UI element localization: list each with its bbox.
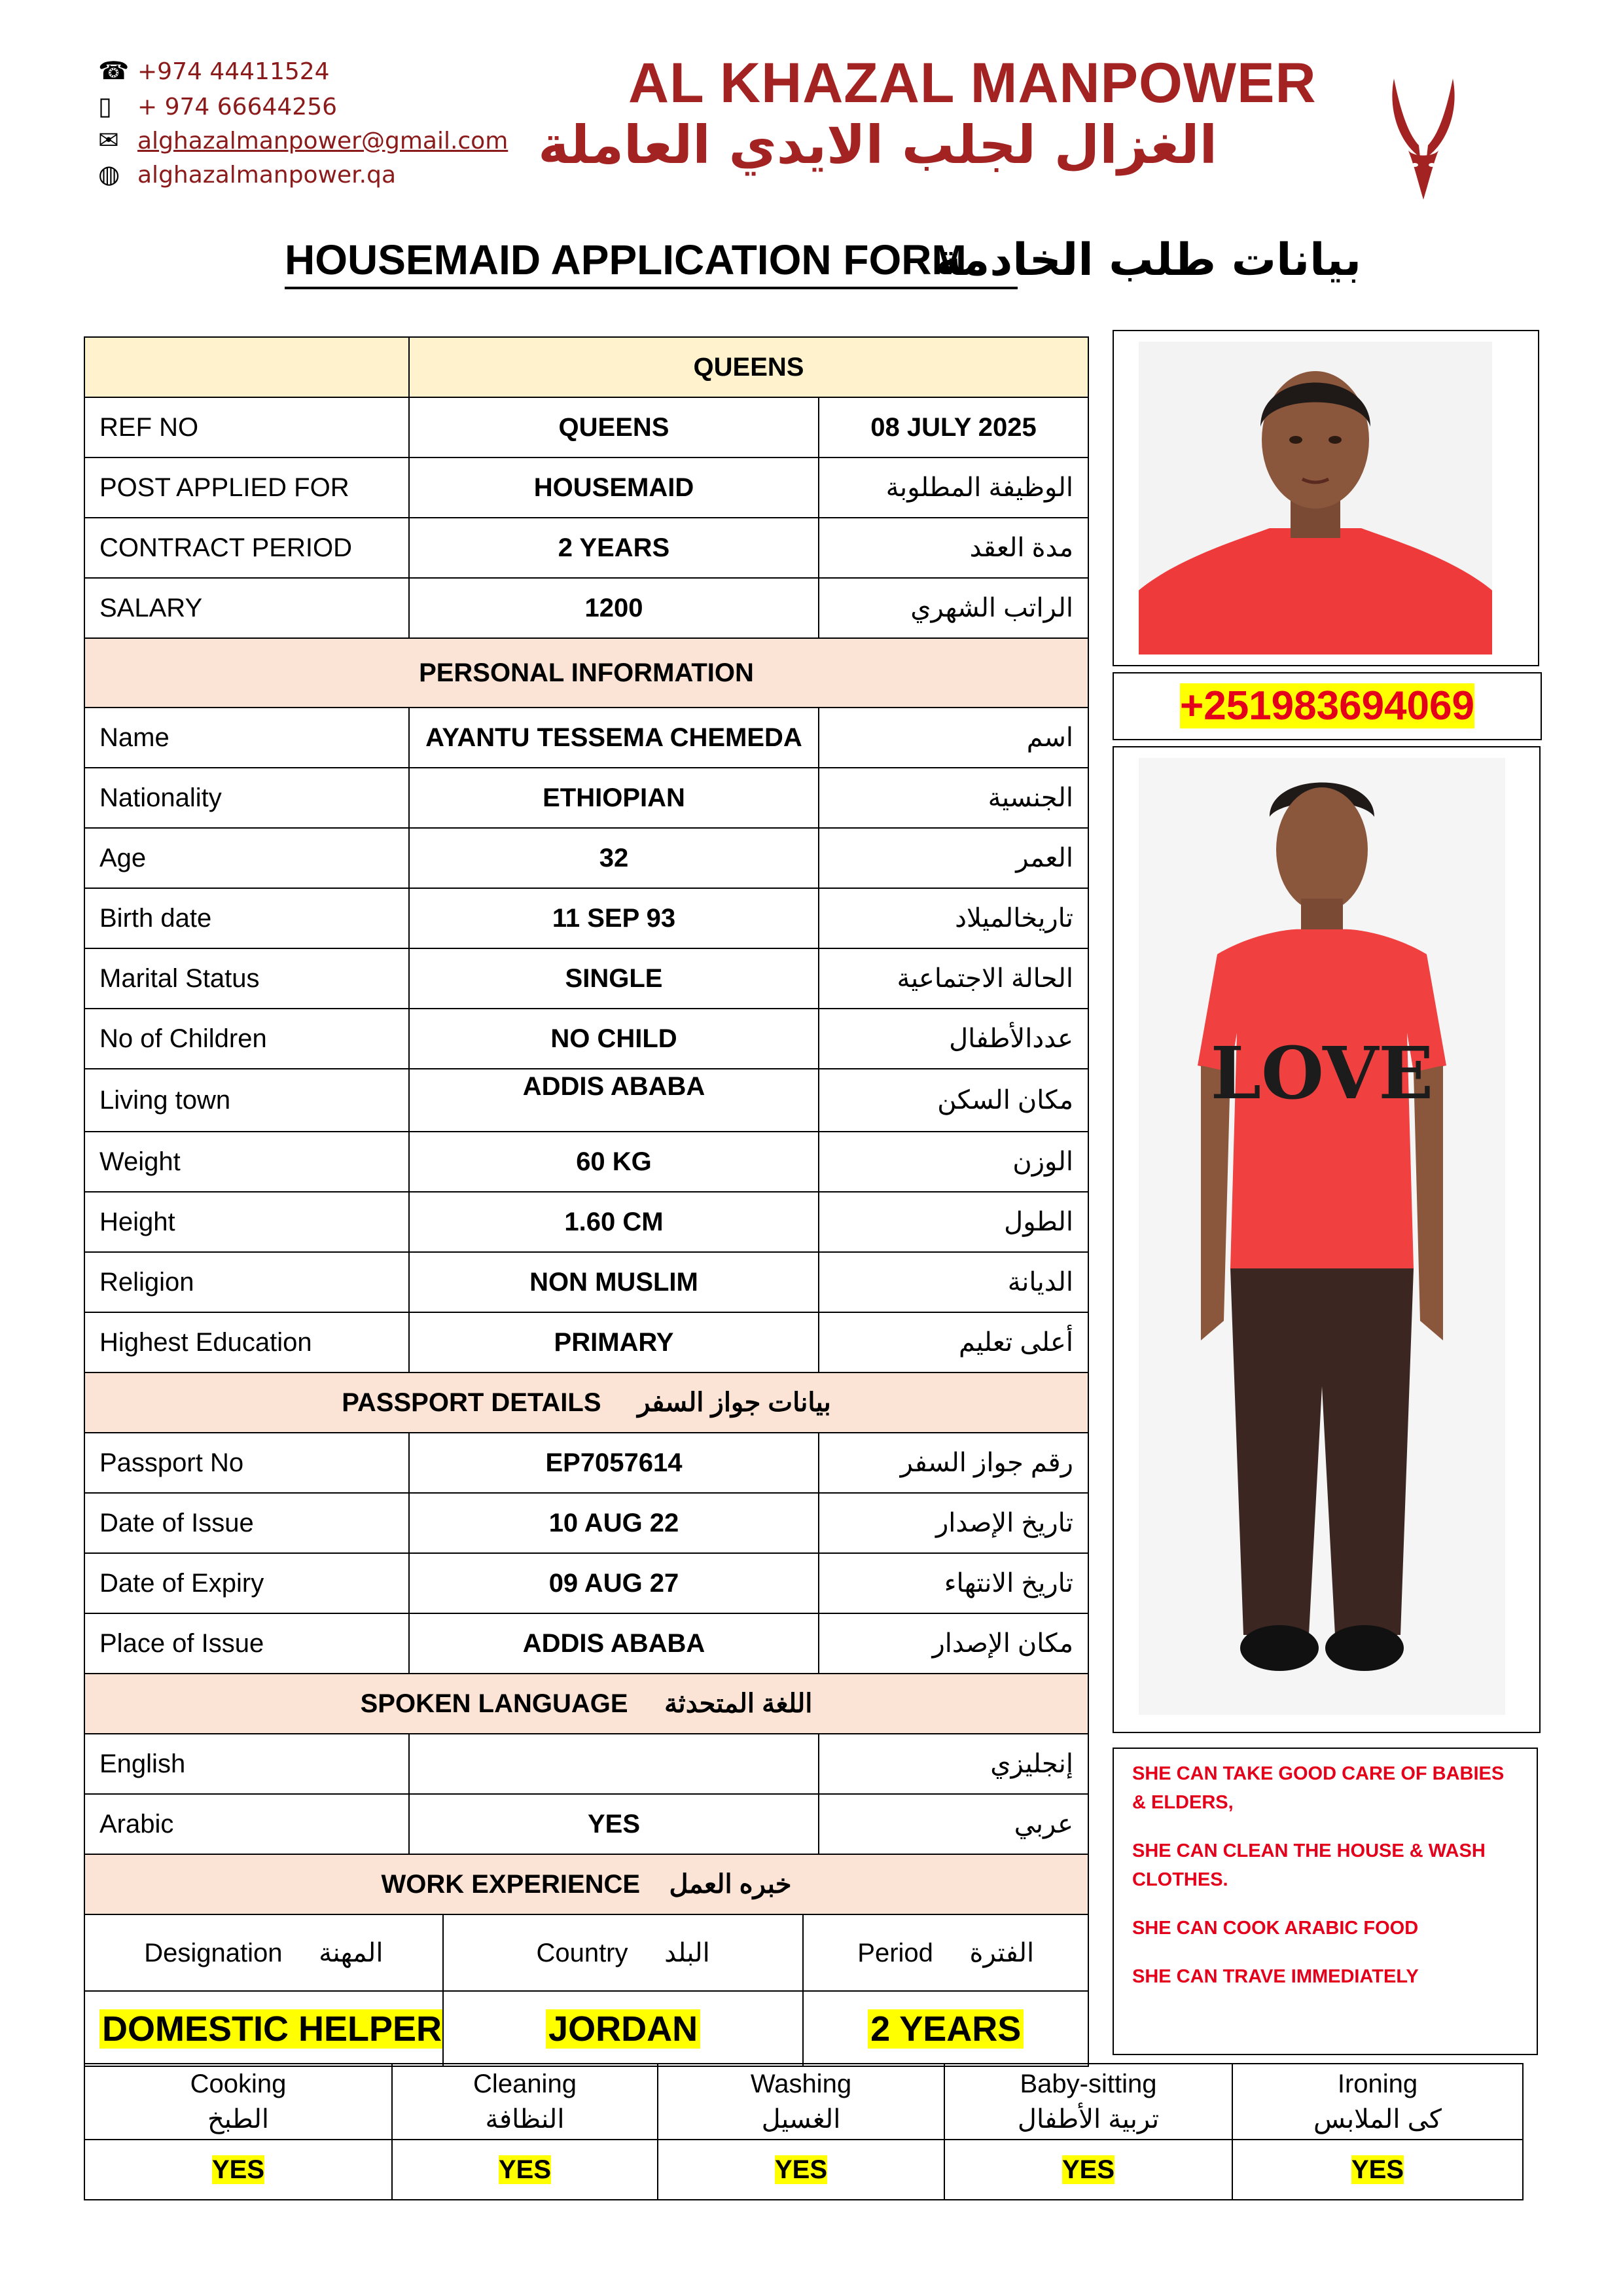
skill-name: Ironing	[1337, 2070, 1418, 2098]
skill-name-ar: النظافة	[485, 2105, 565, 2134]
field-value: 2 YEARS	[409, 518, 819, 578]
skill-header	[84, 2064, 392, 2140]
field-value: NON MUSLIM	[409, 1252, 819, 1312]
col-country: Country	[536, 1938, 628, 1967]
full-photo-frame	[1113, 746, 1541, 1733]
form-title-en: HOUSEMAID APPLICATION FORM	[285, 236, 967, 283]
col-country-ar: البلد	[664, 1938, 710, 1967]
field-label: Marital Status	[84, 948, 409, 1009]
col-period: Period	[857, 1938, 933, 1967]
gazelle-logo-icon	[1374, 72, 1472, 203]
skill-name: Cleaning	[473, 2070, 577, 2098]
table-row	[84, 1553, 1088, 1613]
field-value: 1200	[409, 578, 819, 638]
skills-table	[84, 2063, 1524, 2200]
field-label-ar: عربي	[819, 1794, 1088, 1854]
experience-designation: DOMESTIC HELPER	[99, 2009, 443, 2049]
table-row	[84, 1433, 1088, 1493]
skill-value: YES	[211, 2155, 265, 2184]
table-row	[84, 1192, 1088, 1252]
section-title: PERSONAL INFORMATION	[84, 638, 1088, 708]
field-value: ETHIOPIAN	[409, 768, 819, 828]
table-row	[84, 518, 1088, 578]
field-value	[409, 1734, 819, 1794]
application-table	[84, 336, 1089, 2067]
skill-header	[944, 2064, 1232, 2140]
website-link[interactable]: alghazalmanpower.qa	[137, 162, 397, 188]
envelope-icon: ✉	[98, 126, 119, 154]
experience-country: JORDAN	[546, 2009, 700, 2049]
skill-name: Washing	[750, 2070, 852, 2098]
company-name-en: AL KHAZAL MANPOWER	[628, 52, 1317, 115]
passport-photo	[1139, 342, 1492, 655]
field-label-ar: مكان الإصدار	[819, 1613, 1088, 1674]
note-item: SHE CAN TRAVE IMMEDIATELY	[1132, 1966, 1419, 1987]
field-value: ADDIS ABABA	[409, 1613, 819, 1674]
table-row	[84, 1252, 1088, 1312]
field-label: Passport No	[84, 1433, 409, 1493]
field-value: 60 KG	[409, 1132, 819, 1192]
field-label: SALARY	[84, 578, 409, 638]
field-value: PRIMARY	[409, 1312, 819, 1372]
phone-line-2: ▯ + 974 66644256	[98, 92, 337, 120]
table-row	[84, 1613, 1088, 1674]
field-label-ar: العمر	[819, 828, 1088, 888]
table-row	[84, 1009, 1088, 1069]
skill-name-ar: كى الملابس	[1313, 2105, 1442, 2134]
field-value: 09 AUG 27	[409, 1553, 819, 1613]
section-experience	[84, 1854, 1088, 1914]
field-value: 32	[409, 828, 819, 888]
field-label-ar: الجنسية	[819, 768, 1088, 828]
skill-value: YES	[1351, 2155, 1404, 2184]
company-name-ar: الغزال لجلب الايدي العاملة	[538, 115, 1217, 175]
field-label-ar: الحالة الاجتماعية	[819, 948, 1088, 1009]
field-value: 1.60 CM	[409, 1192, 819, 1252]
candidate-phone: +251983694069	[1180, 683, 1474, 728]
skill-value: YES	[774, 2155, 828, 2184]
field-label-ar: تاريخ الانتهاء	[819, 1553, 1088, 1613]
phone-line-1: ☎ +974 44411524	[98, 56, 330, 85]
field-label-ar: تاريخ الإصدار	[819, 1493, 1088, 1553]
table-row	[84, 1132, 1088, 1192]
note-item: SHE CAN COOK ARABIC FOOD	[1132, 1918, 1419, 1939]
field-label: Weight	[84, 1132, 409, 1192]
field-label-ar: رقم جواز السفر	[819, 1433, 1088, 1493]
skill-value: YES	[1061, 2155, 1115, 2184]
ref-value: QUEENS	[409, 397, 819, 457]
skill-name: Cooking	[190, 2070, 287, 2098]
field-label-ar: الوزن	[819, 1132, 1088, 1192]
form-title-ar: بيانات طلب الخادمة	[935, 234, 1361, 286]
section-passport	[84, 1372, 1088, 1433]
skill-header	[1232, 2064, 1523, 2140]
field-label: No of Children	[84, 1009, 409, 1069]
full-body-photo	[1139, 758, 1505, 1715]
email-line	[98, 126, 508, 154]
field-value: ADDIS ABABA	[409, 1069, 819, 1132]
field-label-ar: إنجليزي	[819, 1734, 1088, 1794]
field-value: 10 AUG 22	[409, 1493, 819, 1553]
field-label: English	[84, 1734, 409, 1794]
field-label-ar: الطول	[819, 1192, 1088, 1252]
field-value: SINGLE	[409, 948, 819, 1009]
section-language	[84, 1674, 1088, 1734]
field-label: Birth date	[84, 888, 409, 948]
passport-photo-frame	[1113, 330, 1539, 666]
table-row	[84, 768, 1088, 828]
table-row	[84, 708, 1088, 768]
skill-name-ar: تربية الأطفال	[1017, 2105, 1160, 2134]
field-label: Highest Education	[84, 1312, 409, 1372]
table-row	[84, 578, 1088, 638]
globe-icon: ◍	[98, 160, 120, 188]
field-label: Date of Expiry	[84, 1553, 409, 1613]
experience-header-row	[85, 1915, 1088, 1991]
section-title-ar: خبره العمل	[669, 1870, 792, 1899]
field-label-ar: تاريخالميلاد	[819, 888, 1088, 948]
field-label: POST APPLIED FOR	[84, 457, 409, 518]
title-underline	[285, 287, 1018, 289]
top-header-cell: QUEENS	[409, 337, 1088, 397]
website-line	[98, 160, 396, 188]
full-body-illustration	[1139, 758, 1505, 1715]
candidate-phone-box	[1113, 672, 1542, 740]
field-label: Name	[84, 708, 409, 768]
skills-notes-box	[1113, 1748, 1538, 2055]
skill-name: Baby-sitting	[1020, 2070, 1157, 2098]
top-header-row	[84, 337, 1088, 397]
field-label: Living town	[84, 1069, 409, 1132]
experience-row	[84, 1914, 1088, 2066]
field-label-ar: مكان السكن	[819, 1069, 1088, 1132]
skill-value: YES	[498, 2155, 552, 2184]
experience-data-row	[85, 1991, 1088, 2066]
table-row	[84, 888, 1088, 948]
col-designation-ar: المهنة	[319, 1938, 383, 1967]
field-label-ar: أعلى تعليم	[819, 1312, 1088, 1372]
ref-label: REF NO	[84, 397, 409, 457]
field-value: AYANTU TESSEMA CHEMEDA	[409, 708, 819, 768]
section-title-ar: اللغة المتحدثة	[664, 1689, 813, 1718]
section-title: PASSPORT DETAILS	[342, 1388, 601, 1417]
skill-name-ar: الغسيل	[761, 2105, 841, 2134]
field-value: 11 SEP 93	[409, 888, 819, 948]
experience-table	[85, 1915, 1088, 2066]
skill-header	[658, 2064, 944, 2140]
portrait-illustration	[1139, 342, 1492, 655]
section-title-ar: بيانات جواز السفر	[637, 1388, 831, 1417]
field-label: Arabic	[84, 1794, 409, 1854]
mobile-phone-icon: ▯	[98, 92, 112, 120]
field-value: YES	[409, 1794, 819, 1854]
form-date: 08 JULY 2025	[819, 397, 1088, 457]
table-row	[84, 1493, 1088, 1553]
table-row	[84, 457, 1088, 518]
field-label: Religion	[84, 1252, 409, 1312]
table-row	[84, 948, 1088, 1009]
col-designation: Designation	[144, 1938, 283, 1967]
table-row	[84, 828, 1088, 888]
section-title: WORK EXPERIENCE	[381, 1870, 641, 1899]
field-label-ar: الديانة	[819, 1252, 1088, 1312]
field-label: CONTRACT PERIOD	[84, 518, 409, 578]
table-row	[84, 1312, 1088, 1372]
field-label-ar: مدة العقد	[819, 518, 1088, 578]
field-value: EP7057614	[409, 1433, 819, 1493]
field-label-ar: الوظيفة المطلوبة	[819, 457, 1088, 518]
section-title: SPOKEN LANGUAGE	[360, 1689, 628, 1718]
skill-name-ar: الطبخ	[207, 2105, 269, 2134]
table-row	[84, 1794, 1088, 1854]
field-label: Nationality	[84, 768, 409, 828]
skills-value-row	[84, 2140, 1523, 2200]
skill-header	[392, 2064, 658, 2140]
field-value: NO CHILD	[409, 1009, 819, 1069]
field-value: HOUSEMAID	[409, 457, 819, 518]
field-label-ar: عددالأطفال	[819, 1009, 1088, 1069]
experience-period: 2 YEARS	[868, 2009, 1024, 2049]
field-label: Height	[84, 1192, 409, 1252]
field-label: Age	[84, 828, 409, 888]
section-personal	[84, 638, 1088, 708]
field-label-ar: الراتب الشهري	[819, 578, 1088, 638]
table-row	[84, 1734, 1088, 1794]
note-item: SHE CAN CLEAN THE HOUSE & WASH CLOTHES.	[1132, 1840, 1486, 1890]
telephone-icon: ☎	[98, 56, 130, 85]
field-label: Place of Issue	[84, 1613, 409, 1674]
ref-row	[84, 397, 1088, 457]
shirt-print: LOVE	[1210, 1031, 1434, 1115]
col-period-ar: الفترة	[969, 1938, 1035, 1967]
field-label: Date of Issue	[84, 1493, 409, 1553]
skills-header-row	[84, 2064, 1523, 2140]
email-link[interactable]: alghazalmanpower@gmail.com	[137, 128, 508, 154]
note-item: SHE CAN TAKE GOOD CARE OF BABIES & ELDERS,	[1132, 1763, 1505, 1813]
table-row	[84, 1069, 1088, 1132]
field-label-ar: اسم	[819, 708, 1088, 768]
